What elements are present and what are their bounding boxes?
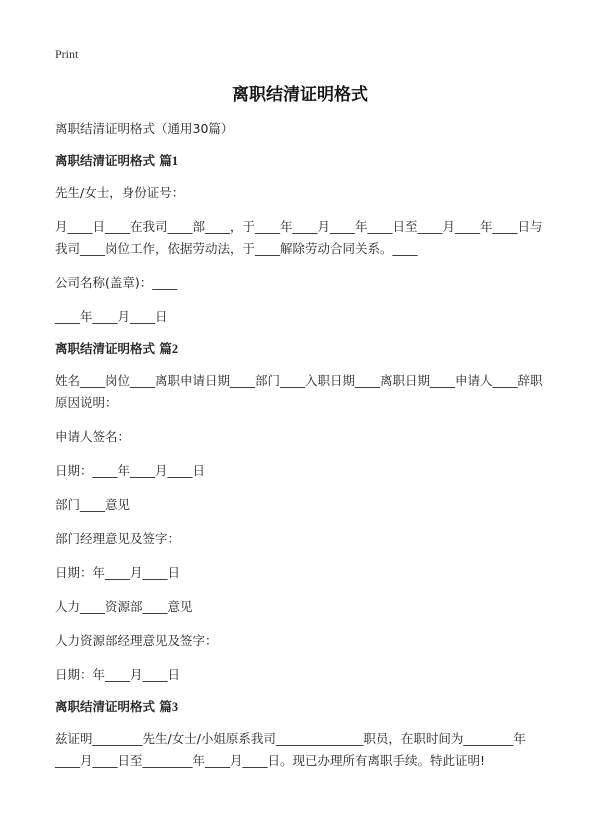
- paragraph: 姓名____岗位____离职申请日期____部门____入职日期____离职日期____申请人____辞职原因说明：: [55, 373, 543, 410]
- section-1: [55, 152, 545, 328]
- paragraph: ____年____月____日: [55, 309, 168, 324]
- paragraph: 部门____意见: [55, 497, 131, 512]
- section-heading-number: 篇3: [159, 700, 179, 714]
- section-heading: [55, 340, 545, 358]
- paragraph: 人力资源部经理意见及签字：: [55, 633, 218, 648]
- paragraph: 申请人签名：: [55, 429, 131, 444]
- paragraph: 日期：年____月____日: [55, 565, 181, 580]
- paragraph: 月____日____在我司____部____，于____年____月____年____日至____月____年____日与我司____岗位工作，依据劳动法，于____解除劳动合同关系。____: [55, 219, 543, 256]
- document-subtitle: 离职结清证明格式（通用30篇）: [55, 121, 234, 136]
- paragraph: 人力____资源部____意见: [55, 599, 193, 614]
- page-title: 离职结清证明格式: [232, 85, 368, 105]
- paragraph: 先生/女士，身份证号：: [55, 185, 185, 200]
- section-heading-number: 篇2: [159, 342, 179, 356]
- section-2: [55, 340, 545, 686]
- print-link[interactable]: Print: [55, 47, 79, 61]
- document-content: [55, 120, 545, 784]
- paragraph: 日期：____年____月____日: [55, 463, 206, 478]
- paragraph: 日期：年____月____日: [55, 667, 181, 682]
- section-heading-number: 篇1: [159, 154, 179, 168]
- paragraph: 兹证明________先生/女士/小姐原系我司______________职员，在职时间为________年____月____日至________年____月____日。现已办理所有离职手续。特此证明!: [55, 731, 526, 768]
- section-heading-text: 离职结清证明格式: [55, 341, 156, 356]
- section-heading-text: 离职结清证明格式: [55, 699, 156, 714]
- paragraph: 部门经理意见及签字：: [55, 531, 181, 546]
- section-heading-text: 离职结清证明格式: [55, 153, 156, 168]
- section-heading: [55, 152, 545, 170]
- section-3: [55, 698, 545, 772]
- section-heading: [55, 698, 545, 716]
- paragraph: 公司名称(盖章)：____: [55, 275, 178, 290]
